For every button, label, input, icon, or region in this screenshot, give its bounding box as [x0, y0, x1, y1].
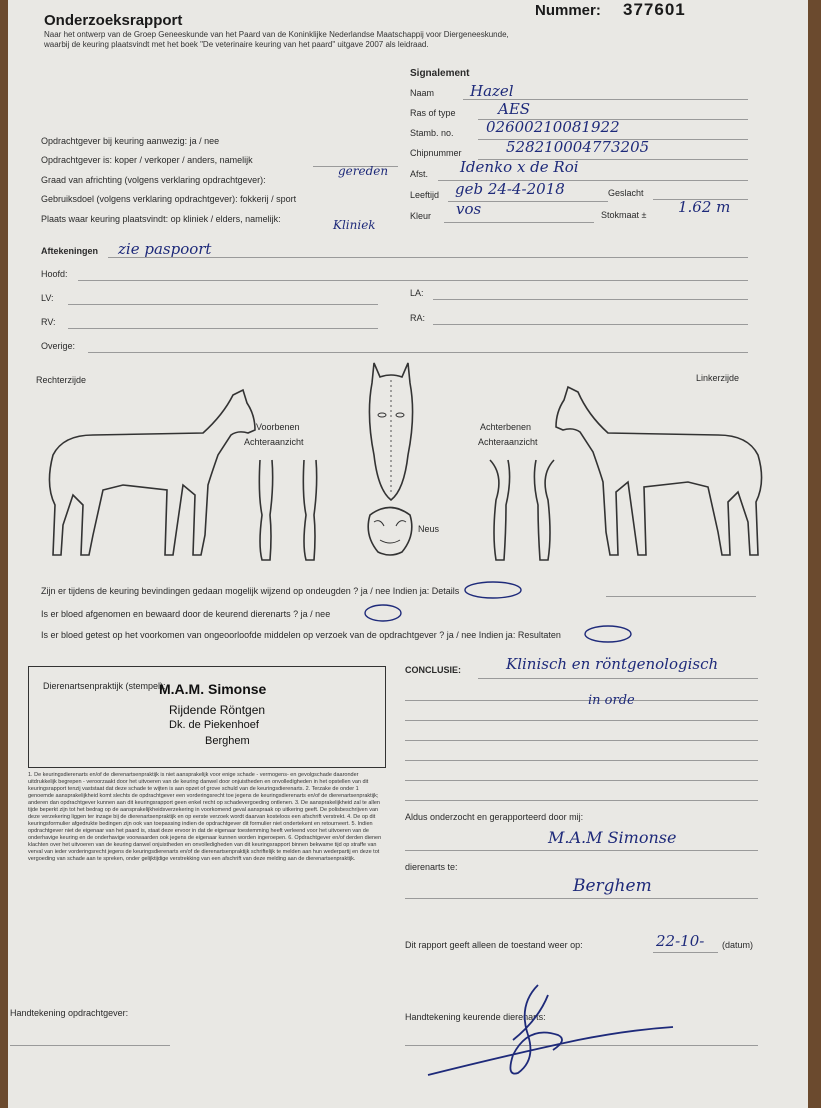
- nee-circle-q3: [583, 624, 633, 644]
- number-label: Nummer:: [535, 2, 601, 19]
- chip-value[interactable]: 528210004773205: [506, 138, 650, 156]
- stamp-line3: Dk. de Piekenhoef: [169, 719, 259, 731]
- stamp-line1: M.A.M. Simonse: [159, 681, 267, 697]
- datum-value[interactable]: 22-10-: [656, 932, 705, 950]
- naam-value[interactable]: Hazel: [470, 82, 514, 100]
- ras-value[interactable]: AES: [498, 100, 531, 118]
- naam-label: Naam: [410, 88, 435, 98]
- afst-label: Afst.: [410, 169, 429, 179]
- kleur-label: Kleur: [410, 211, 432, 221]
- lv-label: LV:: [41, 293, 54, 303]
- hoofd-label: Hoofd:: [41, 269, 68, 279]
- leeftijd-value[interactable]: geb 24-4-2018: [455, 180, 565, 198]
- rv-label: RV:: [41, 317, 56, 327]
- horse-right-side-diagram: [33, 385, 263, 565]
- datum-label: (datum): [722, 940, 754, 950]
- ras-label: Ras of type: [410, 108, 456, 118]
- handtekening-dierenarts-label: Handtekening keurende dierenarts:: [405, 1012, 546, 1022]
- linkerzijde-label: Linkerzijde: [696, 373, 740, 383]
- onderzocht-label: Aldus onderzocht en gerapporteerd door mij:: [405, 812, 584, 822]
- kleur-value[interactable]: vos: [456, 200, 482, 218]
- conclusie-line2[interactable]: in orde: [588, 693, 635, 708]
- stamb-label: Stamb. no.: [410, 128, 454, 138]
- horse-left-side-diagram: [548, 380, 778, 565]
- dierenarts-te-label: dierenarts te:: [405, 862, 458, 872]
- rechterzijde-label: Rechterzijde: [36, 375, 87, 385]
- geslacht-label: Geslacht: [608, 188, 644, 198]
- neus-label: Neus: [418, 524, 440, 534]
- plaats-label: Plaats waar keuring plaatsvindt: op kliniek / elders, namelijk:: [41, 214, 281, 224]
- achterbenen-label: Achterbenen: [480, 422, 532, 432]
- voorbenen-label: Voorbenen: [256, 422, 300, 432]
- stamb-value[interactable]: 02600210081922: [486, 118, 620, 136]
- aftekeningen-heading: Aftekeningen: [41, 246, 99, 256]
- disclaimer-text: 1. De keuringsdierenarts en/of de dierenartsenpraktijk is niet aansprakelijk voor enige schade - vermogens- en gevolgschade daaronder uitdrukkelijk begrepen - veroorzaakt door het uitvoeren van de keuring danwel door onjuistheden en onvolledigheden in het opstellen van dit keuringsrapport tenzij vaststaat dat deze schade te wijten is aan opzet of grove schuld van de keuringsdierenarts. 2. Terzake de onder 1 genoemde aansprakelijkheid komt slechts de opdrachtgever een vorderingsrecht toe jegens de keuringsdierenarts en/of de dierenartsenpraktijk; anderen dan opdrachtgever kunnen aan dit keuringsrapport geen enkel recht op schadevergoeding ontlenen. 3. De aansprakelijkheid zal te allen tijde beperkt zijn tot het bedrag op de aansprakelijkheidsverzekering in voorkomend geval aanspraak op uitkering geeft. De polisbeschrijven van deze verzekering liggen ter inzage bij de dierenartsenpraktijk en op eerste verzoek wordt daarvan kosteloos een afschrift verstrekt. 4. De op dit keuringsformulier afgedrukte bedingen zijn ook van toepassing indien de opdrachtgever dit formulier niet ondertekent en retourneert. 5. Indien opdrachtgever niet de eigenaar van het paard is, staat deze ervoor in dat de eigenaar toestemming heeft verleend voor het uitvoeren van de onderhavige keuring en de onderhavige voorwaarden ook jegens de eigenaar kunnen worden ingeroepen. 6. Opdrachtgever en/of derden dienen klachten over het uitvoeren van de keuring danwel onjuistheden en onvolledigheden van dit keuringsrapport binnen bekwame tijd op straffe van verval van ieder vorderingsrecht jegens de keuringsdierenarts en/of de dierenartsenpraktijk schriftelijk te melden aan hun wederpartij en deze tot vergoeding van schade aan te spreken, onder gelijktijdige verstrekking van een afschrift van deze melding aan de dierenartsenpraktijk.: [28, 772, 382, 862]
- aftekeningen-value[interactable]: zie paspoort: [118, 240, 212, 258]
- gebruik-label: Gebruiksdoel (volgens verklaring opdrachtgever): fokkerij / sport: [41, 194, 297, 204]
- question-ondeugden: Zijn er tijdens de keuring bevindingen gedaan mogelijk wijzend op ondeugden ? ja / nee Indien ja: Details: [41, 586, 460, 596]
- achteraanzicht-right-label: Achteraanzicht: [478, 437, 538, 447]
- question-bloed-getest: Is er bloed getest op het voorkomen van ongeoorloofde middelen op verzoek van de opdrachtgever ? ja / nee Indien ja: Resultaten: [41, 630, 561, 640]
- onderzocht-value[interactable]: M.A.M Simonse: [548, 828, 677, 847]
- achteraanzicht-left-label: Achteraanzicht: [244, 437, 304, 447]
- toestand-label: Dit rapport geeft alleen de toestand weer op:: [405, 940, 583, 950]
- ra-label: RA:: [410, 313, 426, 323]
- report-title: Onderzoeksrapport: [44, 12, 183, 29]
- report-number: 377601: [623, 0, 686, 19]
- afst-value[interactable]: Idenko x de Roi: [460, 158, 579, 176]
- conclusie-line1[interactable]: Klinisch en röntgenologisch: [506, 655, 719, 673]
- stamp-box: [28, 666, 386, 768]
- horse-head-front-diagram: [360, 355, 422, 515]
- ja-circle-q2: [363, 603, 403, 623]
- horse-nose-diagram: [362, 500, 418, 560]
- front-legs-rear-view-diagram: [248, 455, 328, 567]
- dierenarts-te-value[interactable]: Berghem: [573, 876, 652, 896]
- stamp-line4: Berghem: [205, 735, 250, 747]
- signalement-heading: Signalement: [410, 68, 470, 79]
- handtekening-opdrachtgever-label: Handtekening opdrachtgever:: [10, 1008, 129, 1018]
- leeftijd-label: Leeftijd: [410, 190, 440, 200]
- graad-value[interactable]: gereden: [338, 164, 389, 178]
- plaats-value[interactable]: Kliniek: [333, 218, 376, 232]
- question-bloed-afgenomen: Is er bloed afgenomen en bewaard door de keurend dierenarts ? ja / nee: [41, 609, 331, 619]
- report-sheet: [8, 0, 808, 1108]
- dierenarts-signature[interactable]: [418, 965, 688, 1085]
- nee-circle-q1: [463, 580, 523, 600]
- hind-legs-rear-view-diagram: [482, 455, 562, 567]
- la-label: LA:: [410, 288, 424, 298]
- subtitle-line1: Naar het ontwerp van de Groep Geneeskunde van het Paard van de Koninklijke Nederlandse Maatschappij voor Diergeneeskunde,: [44, 30, 509, 39]
- stamp-label: Dierenartsenpraktijk (stempel):: [43, 681, 166, 691]
- chip-label: Chipnummer: [410, 148, 462, 158]
- stokmaat-value[interactable]: 1.62 m: [678, 198, 731, 216]
- graad-label: Graad van africhting (volgens verklaring opdrachtgever):: [41, 175, 266, 185]
- stamp-line2: Rijdende Röntgen: [169, 703, 266, 717]
- koper-label: Opdrachtgever is: koper / verkoper / anders, namelijk: [41, 155, 253, 165]
- conclusie-label: CONCLUSIE:: [405, 665, 461, 675]
- aanwezig-label: Opdrachtgever bij keuring aanwezig: ja / nee: [41, 136, 220, 146]
- overige-label: Overige:: [41, 341, 76, 351]
- stokmaat-label: Stokmaat ±: [601, 210, 647, 220]
- subtitle-line2: waarbij de keuring plaatsvindt met het boek "De veterinaire keuring van het paard" uitgave 2007 als leidraad.: [44, 40, 429, 49]
